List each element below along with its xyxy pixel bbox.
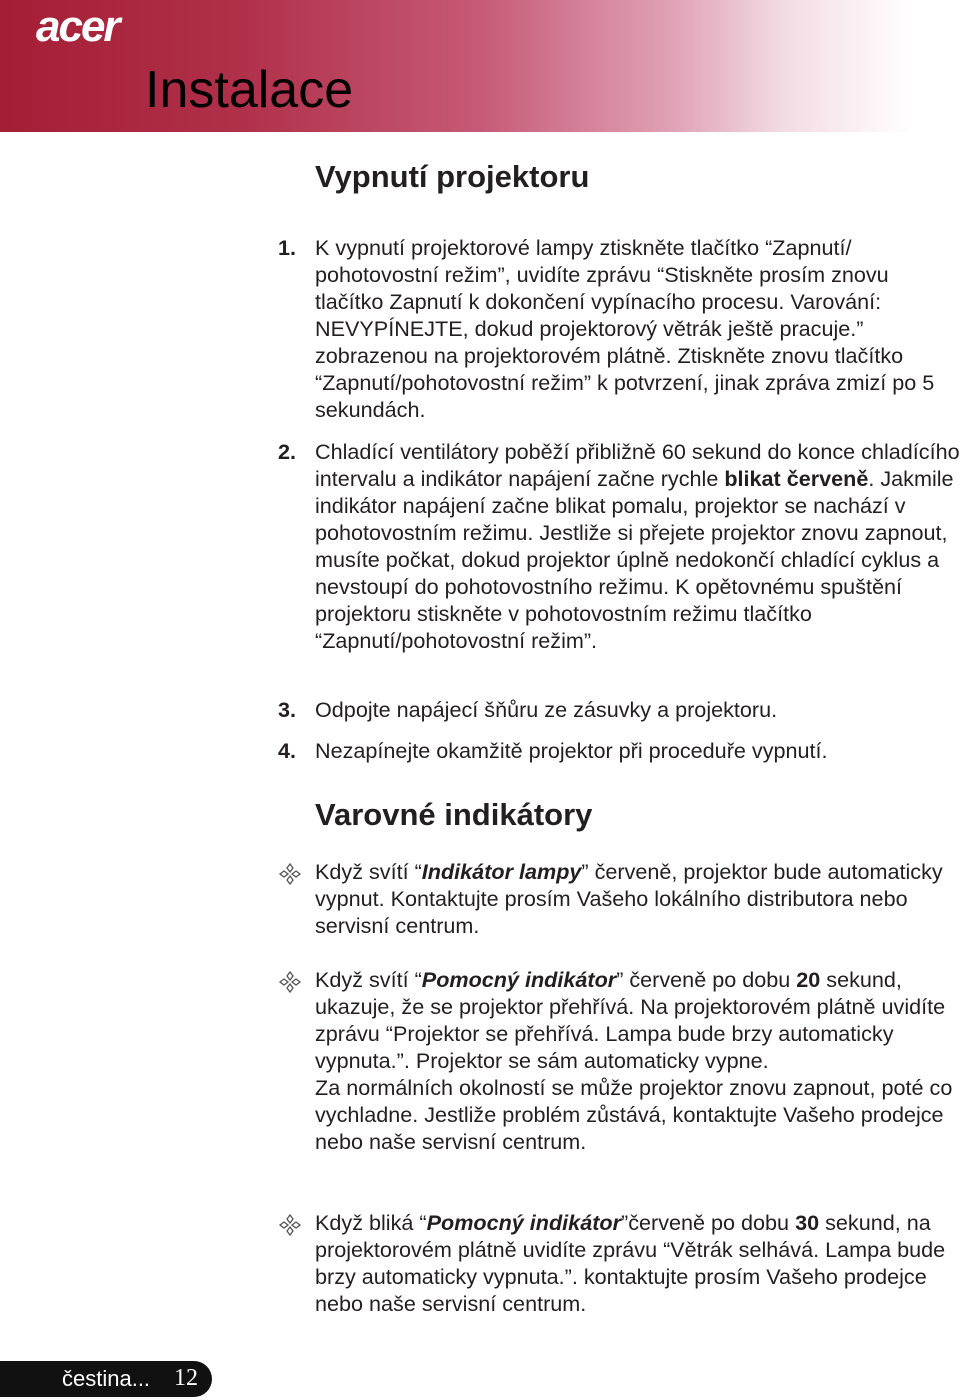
warning-lamp-indicator bbox=[315, 858, 960, 939]
header-banner bbox=[0, 0, 960, 132]
bullet-1-em: Indikátor lampy bbox=[421, 859, 582, 884]
four-diamond-bullet-icon bbox=[278, 1213, 302, 1237]
step-2-text-b: . Jakmile indikátor napájení začne blikat pomalu, projektor se nachází v pohotovostním režimu. Jestliže si přejete projektor znovu zapnout, musíte počkat, dokud projektor úplně nedokončí chladící cyklus a nevstoupí do pohotovostního režimu. K opětovnému spuštění projektoru stiskněte v pohotovostním režimu tlačítko “Zapnutí/pohotovostní režim”. bbox=[315, 466, 954, 653]
bullet-2-em: Pomocný indikátor bbox=[421, 967, 617, 992]
warning-temp-blink bbox=[315, 1209, 960, 1317]
step-number-1: 1. bbox=[278, 235, 297, 260]
bullet-1-pre: Když svítí “ bbox=[315, 859, 422, 884]
bullet-3-mid: ”červeně po dobu bbox=[621, 1210, 796, 1235]
bullet-3-em: Pomocný indikátor bbox=[426, 1210, 621, 1235]
four-diamond-bullet-icon bbox=[278, 970, 302, 994]
footer-language: čestina... bbox=[62, 1366, 151, 1391]
bullet-3-num: 30 bbox=[795, 1210, 820, 1235]
step-text-3: Odpojte napájecí šňůru ze zásuvky a projektoru. bbox=[315, 697, 778, 722]
step-number-4: 4. bbox=[278, 738, 297, 763]
bullet-1-post: ” červeně, projektor bude automaticky vypnut. Kontaktujte prosím Vašeho lokálního distributora nebo servisní centrum. bbox=[315, 859, 943, 938]
warning-temp-on bbox=[315, 966, 960, 1155]
acer-logo: acer bbox=[36, 2, 119, 51]
step-number-2: 2. bbox=[278, 439, 297, 464]
bullet-2-extra: Za normálních okolností se může projektor znovu zapnout, poté co vychladne. Jestliže problém zůstává, kontaktujte Vašeho prodejce nebo naše servisní centrum. bbox=[315, 1075, 953, 1154]
four-diamond-bullet-icon bbox=[278, 862, 302, 886]
bullet-2-mid: ” červeně po dobu bbox=[616, 967, 797, 992]
bullet-3-pre: Když bliká “ bbox=[315, 1210, 427, 1235]
bullet-2-num: 20 bbox=[796, 967, 821, 992]
bullet-3-post: sekund, na projektorovém plátně uvidíte zprávu “Větrák selhává. Lampa bude brzy automaticky vypnuta.”. kontaktujte prosím Vašeho prodejce nebo naše servisní centrum. bbox=[315, 1210, 946, 1316]
step-text-1: K vypnutí projektorové lampy ztiskněte tlačítko “Zapnutí/ pohotovostní režim”, uvidíte zprávu “Stiskněte prosím znovu tlačítko Zapnutí k dokončení vypínacího procesu. Varování: NEVYPÍNEJTE, dokud projektorový větrák ještě pracuje.” zobrazenou na projektorovém plátně. Ztiskněte znovu tlačítko “Zapnutí/pohotovostní režim” k potvrzení, jinak zpráva zmizí po 5 sekundách. bbox=[315, 235, 935, 422]
step-2-bold: blikat červeně bbox=[724, 466, 869, 491]
step-text-4: Nezapínejte okamžitě projektor při proceduře vypnutí. bbox=[315, 738, 828, 763]
footer-page-number: 12 bbox=[174, 1365, 198, 1391]
step-text-2 bbox=[315, 438, 960, 654]
bullet-2-pre: Když svítí “ bbox=[315, 967, 422, 992]
bullet-2-post: sekund, ukazuje, že se projektor přehřívá. Na projektorovém plátně uvidíte zprávu “Projektor se přehřívá. Lampa bude brzy automaticky vypnuta.”. Projektor se sám automaticky vypne. bbox=[315, 967, 946, 1073]
section-heading-shutdown: Vypnutí projektoru bbox=[315, 159, 590, 194]
page-title: Instalace bbox=[145, 61, 354, 119]
step-number-3: 3. bbox=[278, 697, 297, 722]
step-2-text-a: Chladící ventilátory poběží přibližně 60 sekund do konce chladícího intervalu a indikátor napájení začne rychle bbox=[315, 439, 960, 491]
section-heading-warnings: Varovné indikátory bbox=[315, 797, 593, 832]
page-footer bbox=[0, 1361, 212, 1397]
